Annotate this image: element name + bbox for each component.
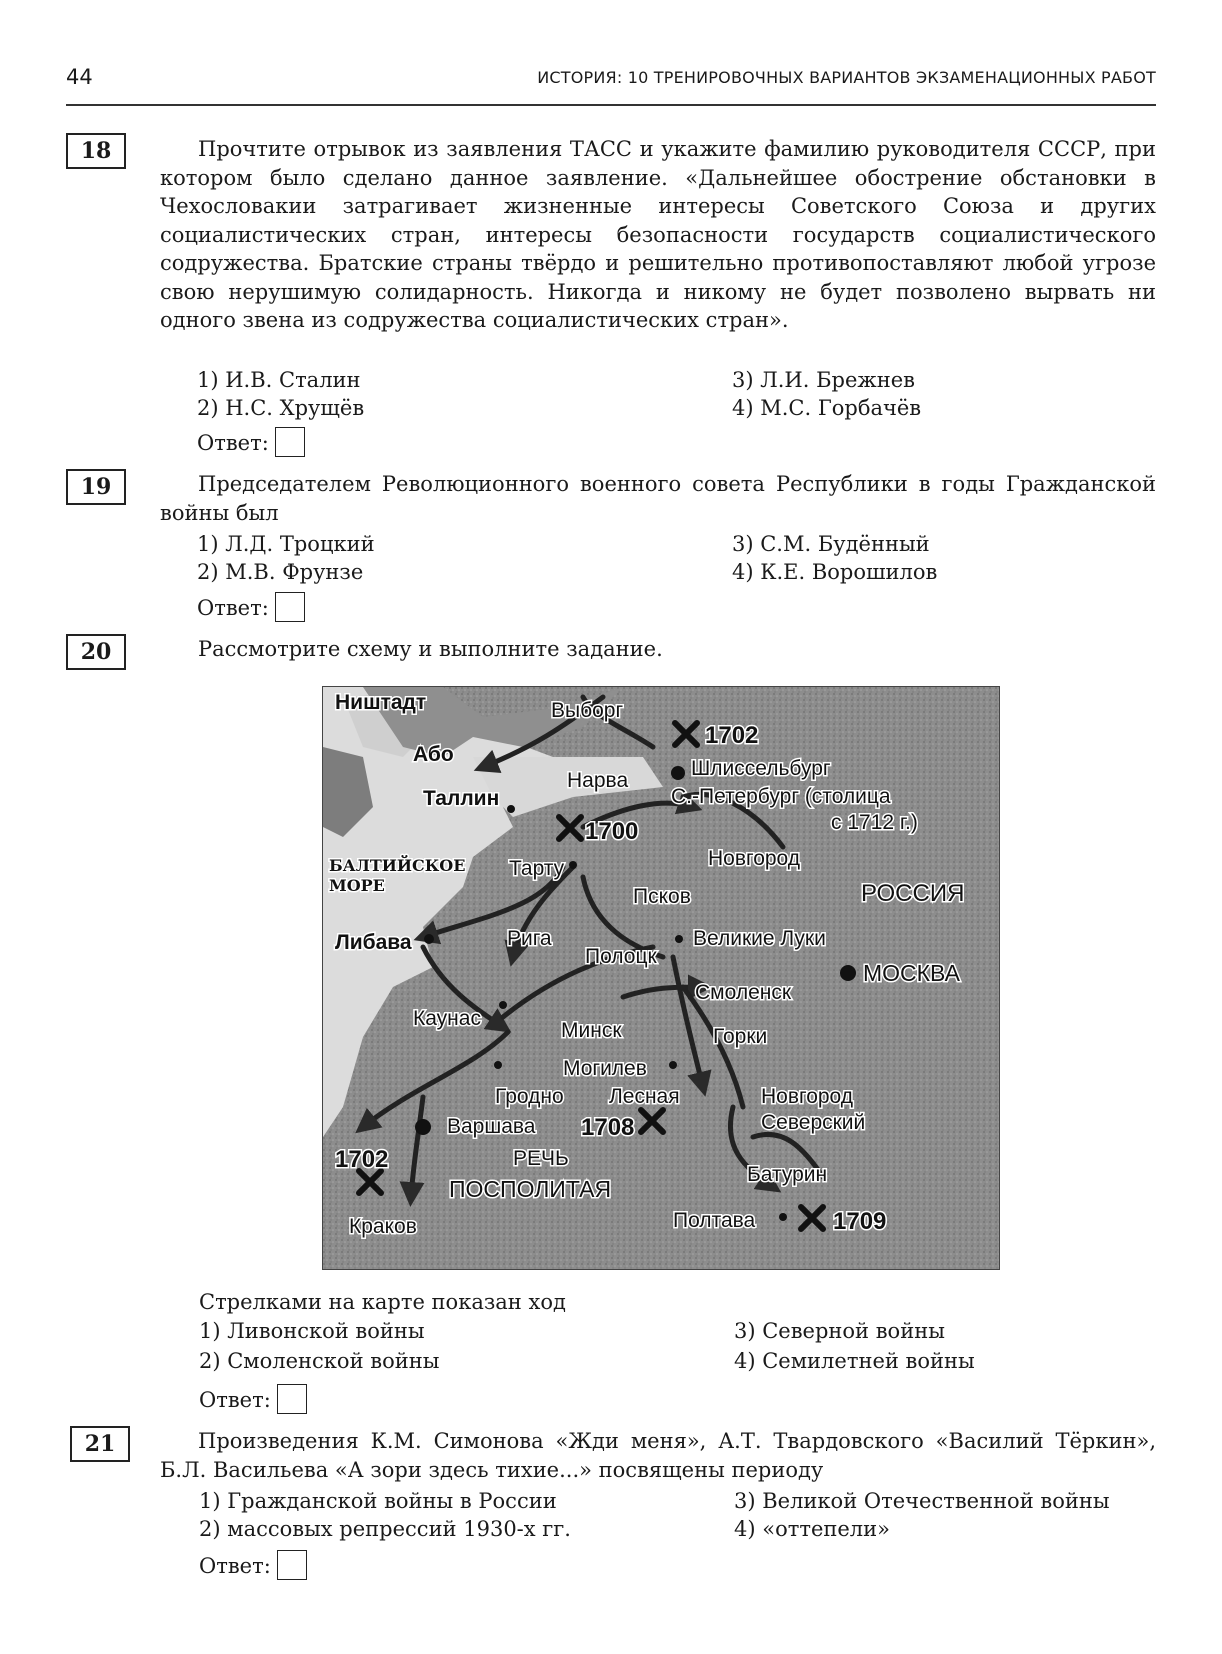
q18-option-4[interactable]: 4) М.С. Горбачёв [732,396,922,420]
q19-option-3[interactable]: 3) С.М. Будённый [732,532,930,556]
q20-answer: Ответ: [199,1386,307,1417]
map-label-gorki: Горки [713,1025,768,1048]
map-label-nishtadt: Ништадт [335,691,427,714]
question-18-text: Прочтите отрывок из заявления ТАСС и укажите фамилию руководителя СССР, при котором было сделано данное заявление. «Дальнейшее обострение обстановки в Чехословакии затрагивает жизненные интересы Советского Союза и других социалистических стран, интересы безопасности государств социалистического содружества. Братские страны твёрдо и решительно противопоставляют любой угрозе свою нерушимую солидарность. Никогда и никому не будет позволено вырвать ни одного звена из содружества социалистических стран». [160,137,1156,332]
map-label-libava: Либава [335,931,412,954]
q18-option-3[interactable]: 3) Л.И. Брежнев [732,368,915,392]
map-label-spb: С.-Петербург (столица [671,785,891,808]
map-label-polotsk: Полоцк [585,945,657,968]
question-number-20: 20 [66,634,126,670]
question-20-subtext: Стрелками на карте показан ход [199,1290,566,1314]
q18-option-2[interactable]: 2) Н.С. Хрущёв [197,396,365,420]
map-label-baltic-2: МОРЕ [329,876,385,895]
q18-answer-box[interactable] [275,427,305,457]
map-label-novgorod-severskiy-2: Северский [761,1111,866,1134]
q20-answer-box[interactable] [277,1384,307,1414]
map-label-moskva: МОСКВА [863,960,960,986]
map-label-kaunas: Каунас [413,1007,481,1030]
map-label-abo: Або [413,743,454,766]
q20-option-2[interactable]: 2) Смоленской войны [199,1349,440,1373]
map-label-1700: 1700 [585,818,639,845]
northern-war-map [322,686,1000,1270]
map-label-russia: РОССИЯ [861,880,965,907]
map-label-tartu: Тарту [509,857,565,880]
question-number-19: 19 [66,469,126,505]
q21-option-2[interactable]: 2) массовых репрессий 1930-х гг. [199,1517,571,1541]
q21-option-4[interactable]: 4) «оттепели» [734,1517,890,1541]
map-label-varshava: Варшава [447,1115,536,1138]
running-title: ИСТОРИЯ: 10 ТРЕНИРОВОЧНЫХ ВАРИАНТОВ ЭКЗАМЕНАЦИОННЫХ РАБОТ [537,68,1156,87]
q20-option-3[interactable]: 3) Северной войны [734,1319,945,1343]
map-label-vyborg: Выборг [551,699,624,722]
question-21-text: Произведения К.М. Симонова «Жди меня», А.Т. Твардовского «Василий Тёркин», Б.Л. Васильева «А зори здесь тихие...» посвящены периоду [160,1429,1156,1482]
q21-option-1[interactable]: 1) Гражданской войны в России [199,1489,557,1513]
q18-answer: Ответ: [197,429,305,460]
question-19-text: Председателем Революционного военного совета Республики в годы Гражданской войны был [160,472,1156,525]
q21-option-3[interactable]: 3) Великой Отечественной войны [734,1489,1110,1513]
map-label-baturin: Батурин [747,1163,828,1186]
map-label-shlisselburg: Шлиссельбург [691,757,831,780]
map-label-narva: Нарва [567,769,629,792]
page-header [66,60,1156,106]
map-label-novgorod-severskiy-1: Новгород [761,1085,854,1108]
map-label-lesnaya: Лесная [609,1085,680,1108]
q21-answer: Ответ: [199,1552,307,1583]
question-20-text: Рассмотрите схему и выполните задание. [198,637,663,661]
q19-option-4[interactable]: 4) К.Е. Ворошилов [732,560,938,584]
q21-answer-box[interactable] [277,1550,307,1580]
map-label-rech-1: РЕЧЬ [513,1147,569,1170]
map-label-minsk: Минск [561,1019,622,1042]
map-label-1708: 1708 [581,1114,635,1141]
map-label-smolensk: Смоленск [695,981,792,1004]
map-label-grodno: Гродно [495,1085,564,1108]
map-label-tallin: Таллин [423,787,500,810]
map-label-novgorod: Новгород [708,847,801,870]
map-label-riga: Рига [507,927,552,950]
q19-option-2[interactable]: 2) М.В. Фрунзе [197,560,364,584]
map-label-1702-west: 1702 [335,1146,389,1173]
map-label-pskov: Псков [633,885,691,908]
page-number: 44 [66,65,93,89]
map-label-krakov: Краков [349,1215,417,1238]
map-label-1709: 1709 [833,1208,887,1235]
q19-answer: Ответ: [197,594,305,625]
q18-option-1[interactable]: 1) И.В. Сталин [197,368,361,392]
map-label-rech-2: ПОСПОЛИТАЯ [449,1176,612,1202]
map-label-velikie-luki: Великие Луки [693,927,826,950]
map-label-baltic-1: БАЛТИЙСКОЕ [329,856,466,875]
map-label-mogilev: Могилев [563,1057,647,1080]
q20-option-4[interactable]: 4) Семилетней войны [734,1349,975,1373]
map-label-spb2: с 1712 г.) [831,811,918,834]
q20-option-1[interactable]: 1) Ливонской войны [199,1319,425,1343]
q19-answer-box[interactable] [275,592,305,622]
q19-option-1[interactable]: 1) Л.Д. Троцкий [197,532,375,556]
map-label-poltava: Полтава [673,1209,756,1232]
question-number-21: 21 [70,1426,130,1462]
question-number-18: 18 [66,133,126,169]
map-label-1702-north: 1702 [705,722,759,749]
